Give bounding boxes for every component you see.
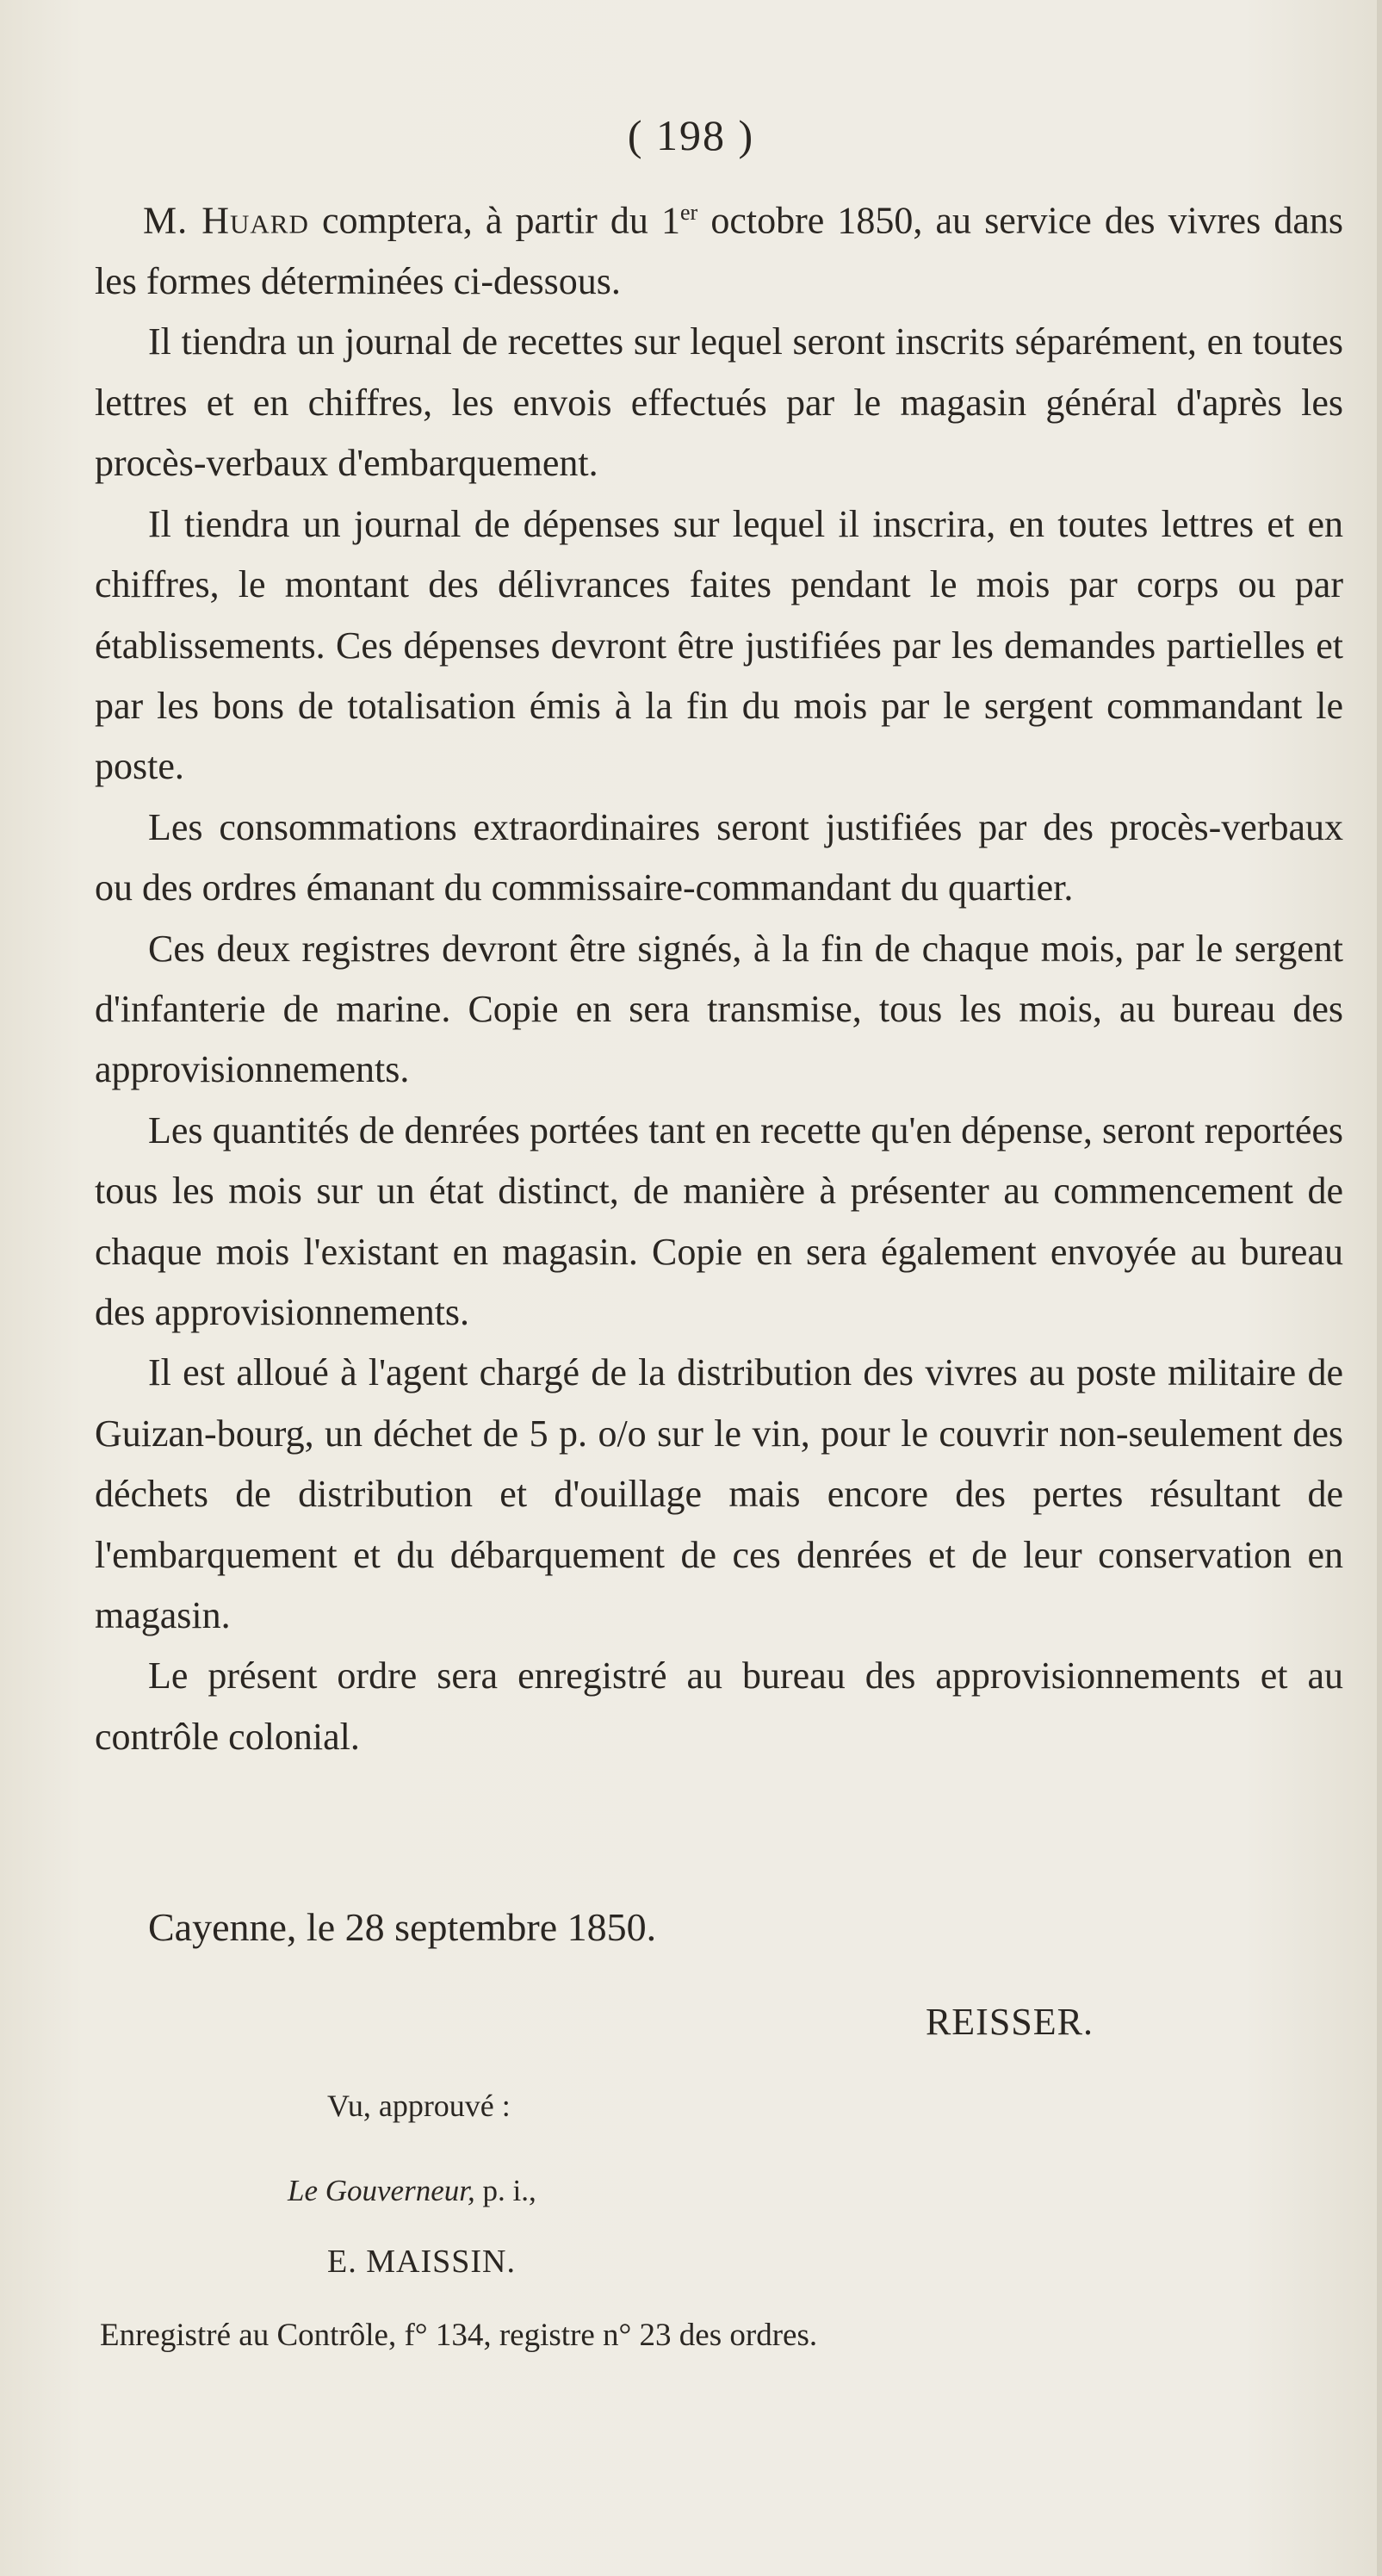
paragraph-5: Ces deux registres devront être signés, à la fin de chaque mois, par le sergent d'infanterie de marine. Copie en sera transmise, tous les mois, au bureau des approvisionnements. bbox=[95, 927, 1343, 1091]
paragraph-3: Il tiendra un journal de dépenses sur lequel il inscrira, en toutes lettres et en chiffres, le montant des délivrances faites pendant le mois par corps ou par établissements. Ces dépenses devront être justifiées par les demandes partielles et par les bons de totalisation émis à la fin du mois par le sergent commandant le poste. bbox=[95, 502, 1343, 788]
paragraph-6: Les quantités de denrées portées tant en recette qu'en dépense, seront reportées tous les mois sur un état distinct, de manière à présenter au commencement de chaque mois l'existant en magasin. Copie en sera également envoyée au bureau des approvisionnements. bbox=[95, 1108, 1343, 1333]
approval-line: Vu, approuvé : bbox=[327, 2089, 511, 2123]
page-edge bbox=[1377, 0, 1382, 2576]
paragraph-1-text-a: comptera, à partir du 1 bbox=[308, 199, 681, 242]
page-number: ( 198 ) bbox=[627, 111, 755, 159]
date-line: Cayenne, le 28 septembre 1850. bbox=[148, 1905, 657, 1949]
paragraph-1-text-b: octobre 1850, au service des vivres dans les formes déterminées ci-dessous. bbox=[95, 199, 1343, 303]
governor-title: Le Gouverneur, bbox=[288, 2174, 475, 2207]
paragraph-4: Les consommations extraordinaires seront justifiées par des procès-verbaux ou des ordres émanant du commissaire-commandant du quartier. bbox=[95, 805, 1343, 909]
person-name: M. Huard bbox=[143, 199, 309, 242]
registration-line: Enregistré au Contrôle, f° 134, registre n° 23 des ordres. bbox=[100, 2318, 818, 2353]
paragraph-2: Il tiendra un journal de recettes sur lequel seront inscrits séparément, en toutes lettres et en chiffres, les envois effectués par le magasin général d'après les procès-verbaux d'embarquement. bbox=[95, 320, 1343, 485]
governor-suffix: p. i., bbox=[474, 2174, 536, 2207]
governor-name: E. MAISSIN. bbox=[327, 2244, 516, 2280]
signer-name: REISSER. bbox=[925, 2001, 1094, 2043]
paragraph-8: Le présent ordre sera enregistré au bureau des approvisionnements et au contrôle colonial. bbox=[95, 1654, 1343, 1758]
paragraph-1 bbox=[95, 183, 1343, 312]
paragraph-7: Il est alloué à l'agent chargé de la distribution des vivres au poste militaire de Guizan-bourg, un déchet de 5 p. o/o sur le vin, pour le couvrir non-seulement des déchets de distribution et d'ouillage mais encore des pertes résultant de l'embarquement et du débarquement de ces denrées et de leur conservation en magasin. bbox=[95, 1351, 1343, 1636]
ordinal-superscript: er bbox=[680, 200, 698, 225]
governor-line bbox=[288, 2170, 536, 2212]
ordre-body bbox=[95, 183, 1343, 1767]
